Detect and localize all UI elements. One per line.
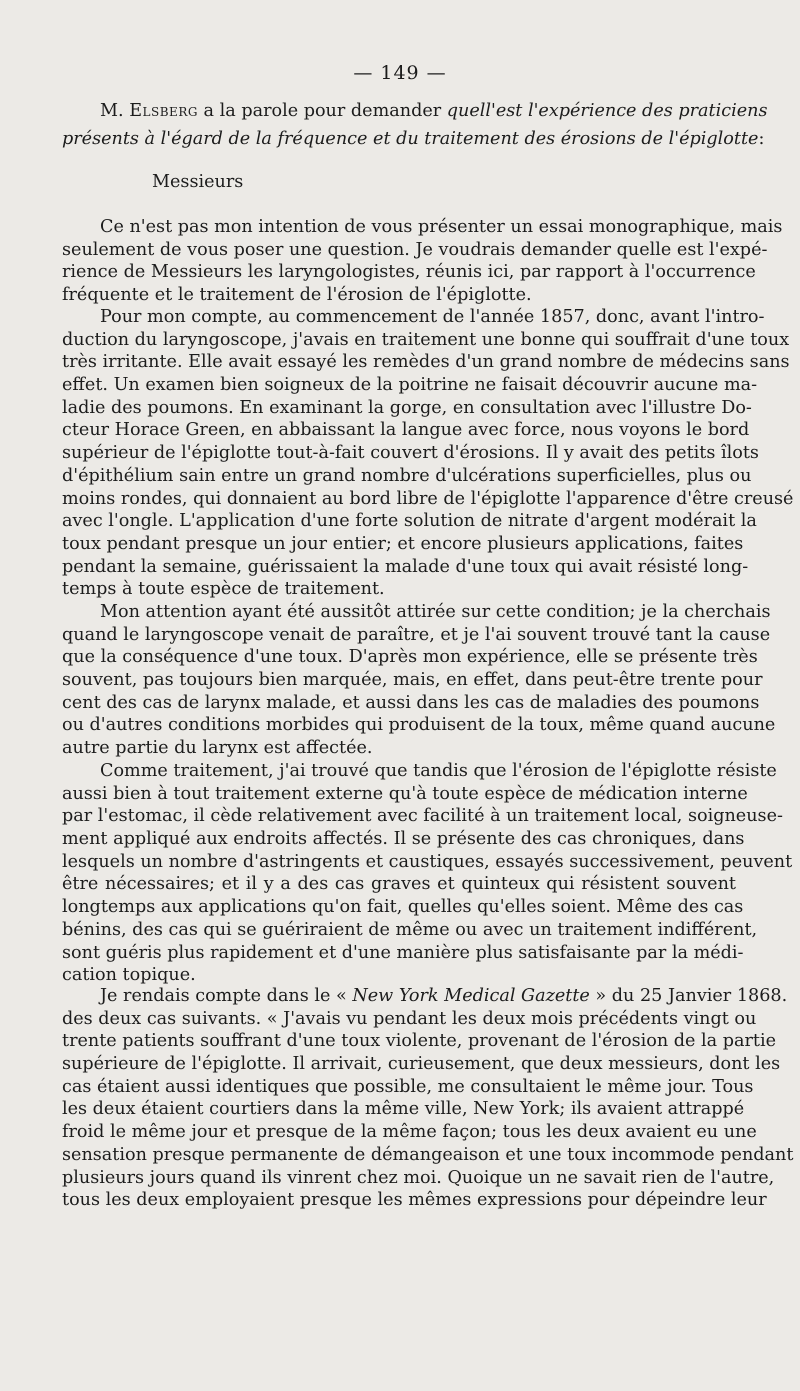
text-line: pendant la semaine, guérissaient la malade d'une toux qui avait résisté long-	[62, 556, 749, 577]
text-line: que la conséquence d'une toux. D'après mon expérience, elle se présente très	[62, 647, 758, 668]
paragraph-4	[62, 760, 793, 987]
text-line: longtemps aux applications qu'on fait, quelles qu'elles soient. Même des cas	[62, 897, 744, 918]
text-line: supérieur de l'épiglotte tout-à-fait couvert d'érosions. Il y avait des petits îlots	[62, 443, 759, 464]
paragraph-5	[62, 985, 794, 1212]
text-line: duction du laryngoscope, j'avais en traitement une bonne qui souffrait d'une toux	[62, 329, 790, 350]
text-line: quand le laryngoscope venait de paraître, et je l'ai souvent trouvé tant la cause	[62, 624, 771, 645]
text-line: cteur Horace Green, en abbaissant la langue avec force, nous voyons le bord	[62, 420, 750, 441]
text-line: Ce n'est pas mon intention de vous présenter un essai monographique, mais	[100, 217, 783, 237]
text-line: sensation presque permanente de démangeaison et une toux incommode pendant	[62, 1144, 794, 1165]
text-line: tous les deux employaient presque les mêmes expressions pour dépeindre leur	[62, 1190, 767, 1211]
salutation: Messieurs	[152, 172, 244, 192]
intro-line-2: présents à l'égard de la fréquence et du traitement des érosions de l'épiglotte:	[62, 128, 765, 149]
text-line: froid le même jour et presque de la même façon; tous les deux avaient eu une	[62, 1122, 757, 1143]
text-line: avec l'ongle. L'application d'une forte solution de nitrate d'argent modérait la	[62, 511, 757, 532]
paragraph-1	[62, 216, 783, 307]
text-line: temps à toute espèce de traitement.	[62, 579, 385, 600]
text-line: cas étaient aussi identiques que possible, me consultaient le même jour. Tous	[62, 1076, 754, 1097]
intro-line-1: M. Elsberg a la parole pour demander quell'est l'expérience des praticiens	[100, 101, 768, 121]
paragraph-3	[62, 601, 776, 760]
text-line: seulement de vous poser une question. Je voudrais demander quelle est l'expé-	[62, 239, 768, 260]
paragraph-2	[62, 306, 794, 601]
journal-title: New York Medical Gazette	[352, 986, 590, 1006]
text-line: bénins, des cas qui se guériraient de même ou avec un traitement indifférent,	[62, 919, 758, 940]
text-line: Mon attention ayant été aussitôt attirée sur cette condition; je la cherchais	[100, 602, 771, 622]
text-line: ment appliqué aux endroits affectés. Il se présente des cas chroniques, dans	[62, 829, 745, 850]
text-line: Comme traitement, j'ai trouvé que tandis que l'érosion de l'épiglotte résiste	[100, 761, 777, 781]
text-line: fréquente et le traitement de l'érosion de l'épiglotte.	[62, 285, 532, 306]
text-line: très irritante. Elle avait essayé les remèdes d'un grand nombre de médecins sans	[62, 352, 790, 373]
text-line: autre partie du larynx est affectée.	[62, 738, 373, 759]
text-line: cation topique.	[62, 965, 196, 986]
text-line: trente patients souffrant d'une toux violente, provenant de l'érosion de la partie	[62, 1031, 776, 1052]
text-line: moins rondes, qui donnaient au bord libre de l'épiglotte l'apparence d'être creusé	[62, 488, 794, 509]
text-line: effet. Un examen bien soigneux de la poitrine ne faisait découvrir aucune ma-	[62, 375, 758, 396]
text-line: supérieure de l'épiglotte. Il arrivait, curieusement, que deux messieurs, dont les	[62, 1054, 781, 1075]
text-line: souvent, pas toujours bien marquée, mais, en effet, dans peut-être trente pour	[62, 670, 763, 691]
text-line: Pour mon compte, au commencement de l'année 1857, donc, avant l'intro-	[100, 307, 765, 327]
text-line: toux pendant presque un jour entier; et encore plusieurs applications, faites	[62, 533, 744, 554]
page-number: — 149 —	[353, 62, 447, 84]
text-line: ladie des poumons. En examinant la gorge, en consultation avec l'illustre Do-	[62, 397, 752, 418]
text-line: ou d'autres conditions morbides qui produisent de la toux, même quand aucune	[62, 715, 776, 736]
text-line: cent des cas de larynx malade, et aussi dans les cas de maladies des poumons	[62, 692, 760, 713]
text-line: d'épithélium sain entre un grand nombre d'ulcérations superficielles, plus ou	[62, 465, 752, 486]
speaker-name: Elsberg	[129, 101, 198, 121]
text-line: aussi bien à tout traitement externe qu'à toute espèce de médication interne	[62, 783, 748, 804]
text-line: rience de Messieurs les laryngologistes, réunis ici, par rapport à l'occurrence	[62, 262, 756, 283]
text-line: les deux étaient courtiers dans la même ville, New York; ils avaient attrappé	[62, 1099, 745, 1120]
text-line: des deux cas suivants. « J'avais vu pendant les deux mois précédents vingt ou	[62, 1008, 757, 1029]
intro-block	[62, 100, 768, 150]
text-line: lesquels un nombre d'astringents et caustiques, essayés successivement, peuvent	[62, 851, 793, 872]
text-line: plusieurs jours quand ils vinrent chez moi. Quoique un ne savait rien de l'autre,	[62, 1167, 775, 1188]
text-line: par l'estomac, il cède relativement avec facilité à un traitement local, soigneuse-	[62, 806, 783, 827]
text-line: sont guéris plus rapidement et d'une manière plus satisfaisante par la médi-	[62, 942, 744, 963]
text-line: Je rendais compte dans le « New York Medical Gazette » du 25 Janvier 1868.	[100, 986, 788, 1006]
text-line: être nécessaires; et il y a des cas graves et quinteux qui résistent souvent	[62, 874, 736, 895]
